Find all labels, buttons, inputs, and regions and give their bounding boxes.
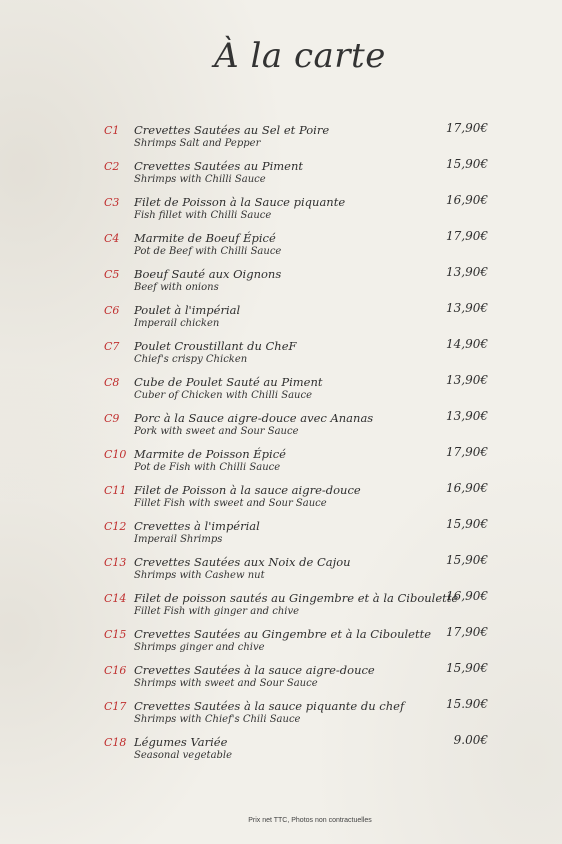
item-name-en: Shrimps with Chilli Sauce (134, 174, 266, 185)
item-code: C1 (104, 124, 120, 137)
menu-item (0, 409, 562, 445)
item-code: C17 (104, 700, 127, 713)
item-price: 9.00€ (453, 733, 488, 747)
item-name-en: Seasonal vegetable (134, 750, 233, 761)
item-name-fr: Poulet Croustillant du CheF (134, 339, 297, 353)
menu-item (0, 445, 562, 481)
item-price: 17,90€ (446, 121, 488, 135)
page-title: À la carte (214, 36, 386, 76)
menu-item (0, 697, 562, 733)
item-name-en: Cuber of Chicken with Chilli Sauce (134, 390, 312, 401)
item-name-en: Pork with sweet and Sour Sauce (134, 426, 299, 437)
item-name-en: Fillet Fish with sweet and Sour Sauce (134, 498, 327, 509)
item-name-fr: Crevettes Sautées aux Noix de Cajou (134, 555, 351, 569)
item-price: 15.90€ (446, 697, 488, 711)
item-code: C7 (104, 340, 120, 353)
item-code: C3 (104, 196, 120, 209)
item-name-en: Fillet Fish with ginger and chive (134, 606, 300, 617)
menu-item (0, 301, 562, 337)
menu-item (0, 625, 562, 661)
menu-item (0, 481, 562, 517)
item-name-fr: Crevettes Sautées à la sauce aigre-douce (134, 663, 375, 677)
item-code: C10 (104, 448, 127, 461)
item-price: 16,90€ (446, 193, 488, 207)
item-name-fr: Crevettes Sautées à la sauce piquante du chef (134, 699, 405, 713)
menu-item (0, 373, 562, 409)
item-name-en: Pot de Beef with Chilli Sauce (134, 246, 282, 257)
item-code: C18 (104, 736, 127, 749)
menu-item (0, 337, 562, 373)
item-code: C8 (104, 376, 120, 389)
item-name-en: Imperail chicken (134, 318, 220, 329)
item-code: C16 (104, 664, 127, 677)
item-price: 13,90€ (446, 409, 488, 423)
item-name-fr: Crevettes à l'impérial (134, 519, 260, 533)
item-name-fr: Poulet à l'impérial (134, 303, 241, 317)
item-code: C6 (104, 304, 120, 317)
menu-item (0, 121, 562, 157)
item-name-fr: Filet de Poisson à la Sauce piquante (134, 195, 346, 209)
item-name-fr: Boeuf Sauté aux Oignons (134, 267, 282, 281)
item-name-fr: Légumes Variée (134, 735, 228, 749)
item-name-en: Shrimps with sweet and Sour Sauce (134, 678, 318, 689)
item-name-en: Shrimps with Cashew nut (134, 570, 265, 581)
menu-item (0, 661, 562, 697)
menu-item (0, 553, 562, 589)
menu-item (0, 265, 562, 301)
item-price: 16,90€ (446, 589, 488, 603)
item-name-fr: Filet de Poisson à la sauce aigre-douce (134, 483, 361, 497)
item-price: 17,90€ (446, 229, 488, 243)
menu-item (0, 229, 562, 265)
item-name-fr: Porc à la Sauce aigre-douce avec Ananas (134, 411, 374, 425)
item-name-en: Pot de Fish with Chilli Sauce (134, 462, 281, 473)
item-code: C11 (104, 484, 127, 497)
menu-item (0, 193, 562, 229)
item-code: C5 (104, 268, 120, 281)
footer-note: Prix net TTC, Photos non contractuelles (248, 817, 372, 824)
item-name-en: Shrimps ginger and chive (134, 642, 265, 653)
item-name-fr: Marmite de Poisson Épicé (134, 447, 286, 461)
item-price: 15,90€ (446, 661, 488, 675)
item-name-fr: Crevettes Sautées au Sel et Poire (134, 123, 330, 137)
menu-item (0, 517, 562, 553)
menu-item (0, 589, 562, 625)
item-name-fr: Crevettes Sautées au Gingembre et à la Ciboulette (134, 627, 432, 641)
item-code: C4 (104, 232, 120, 245)
menu-item (0, 157, 562, 193)
item-name-en: Imperail Shrimps (134, 534, 223, 545)
item-code: C14 (104, 592, 127, 605)
item-name-en: Chief's crispy Chicken (134, 354, 248, 365)
item-price: 15,90€ (446, 553, 488, 567)
item-name-fr: Crevettes Sautées au Piment (134, 159, 304, 173)
item-price: 14,90€ (446, 337, 488, 351)
item-name-fr: Filet de poisson sautés au Gingembre et à la Ciboulette (134, 591, 459, 605)
item-name-fr: Cube de Poulet Sauté au Piment (134, 375, 323, 389)
menu-item (0, 733, 562, 769)
item-price: 13,90€ (446, 265, 488, 279)
item-price: 16,90€ (446, 481, 488, 495)
item-code: C15 (104, 628, 127, 641)
item-price: 13,90€ (446, 373, 488, 387)
item-name-en: Shrimps with Chief's Chili Sauce (134, 714, 301, 725)
item-code: C9 (104, 412, 120, 425)
item-name-fr: Marmite de Boeuf Épicé (134, 231, 276, 245)
item-name-en: Fish fillet with Chilli Sauce (134, 210, 272, 221)
item-price: 15,90€ (446, 517, 488, 531)
item-name-en: Shrimps Salt and Pepper (134, 138, 261, 149)
item-code: C12 (104, 520, 127, 533)
item-price: 15,90€ (446, 157, 488, 171)
item-code: C13 (104, 556, 127, 569)
item-price: 17,90€ (446, 625, 488, 639)
item-price: 17,90€ (446, 445, 488, 459)
item-name-en: Beef with onions (134, 282, 219, 293)
item-code: C2 (104, 160, 120, 173)
item-price: 13,90€ (446, 301, 488, 315)
